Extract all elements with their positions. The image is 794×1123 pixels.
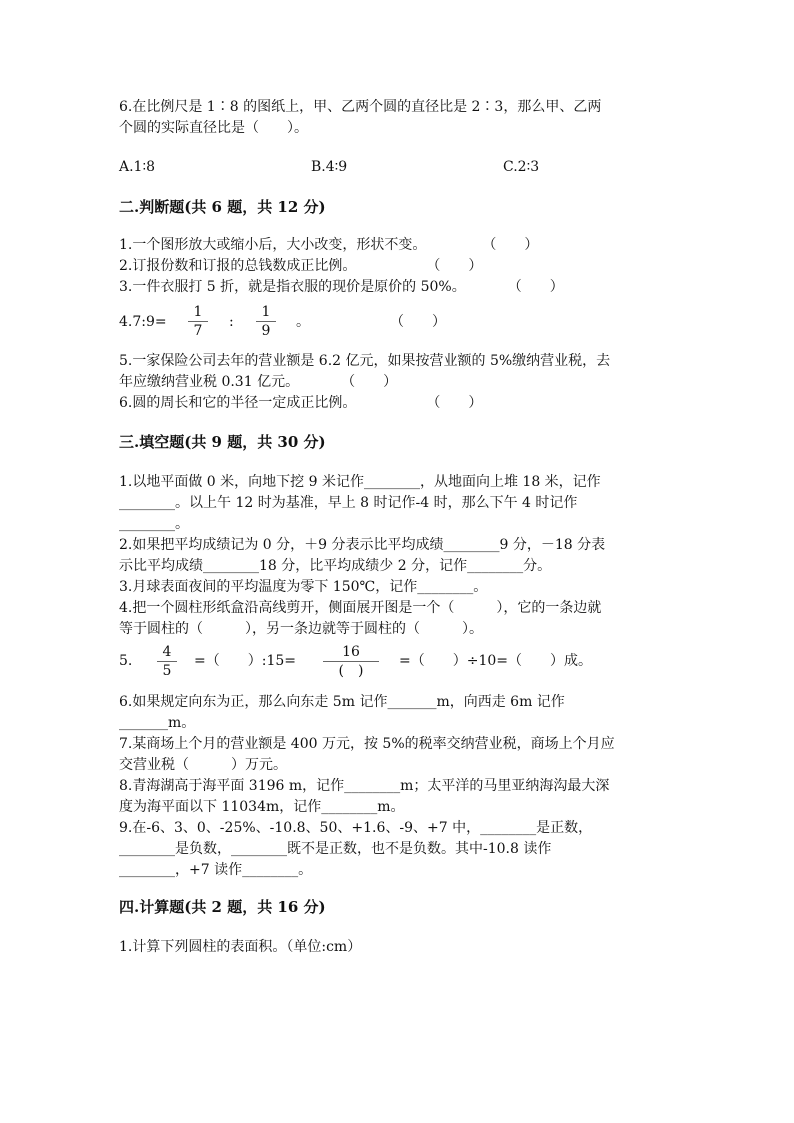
fraction-numerator: 1: [261, 304, 271, 320]
s3-q9-line2: ________是负数，________既不是正数，也不是负数。其中-10.8 读作: [119, 841, 552, 857]
s3-q6-line2: _______m。: [119, 715, 196, 731]
s2-q5-line2: 年应缴纳营业税 0.31 亿元。 （ ）: [119, 374, 398, 390]
s2-q4-prefix: 4.7:9=: [119, 314, 167, 330]
q6-option-b: B.4∶9: [311, 159, 348, 175]
s3-q7-line2: 交营业税（ ）万元。: [119, 757, 287, 773]
section3-title: 三.填空题(共 9 题，共 30 分): [119, 433, 326, 451]
s3-q3: 3.月球表面夜间的平均温度为零下 150℃，记作________。: [119, 579, 488, 595]
q6-line2: 个圆的实际直径比是（ ）。: [119, 120, 308, 136]
s2-q3: 3.一件衣服打 5 折，就是指衣服的现价是原价的 50%。 （ ）: [119, 279, 564, 295]
fraction-denominator: 5: [162, 663, 172, 679]
s3-q1-line1: 1.以地平面做 0 米，向地下挖 9 米记作________，从地面向上堆 18 米，记作: [119, 474, 601, 490]
fraction-bar: [188, 321, 208, 322]
s3-q4-line2: 等于圆柱的（ ），另一条边就等于圆柱的（ ）。: [119, 621, 483, 637]
fraction-numerator: 16: [342, 644, 360, 660]
s2-q4-suffix: 。: [296, 314, 310, 330]
s3-q5-middle: =（ ）:15=: [194, 653, 296, 669]
s2-q1: 1.一个图形放大或缩小后，大小改变，形状不变。 （ ）: [119, 237, 539, 253]
fraction-numerator: 4: [162, 644, 172, 660]
s3-q2-line2: 示比平均成绩________18 分，比平均成绩少 2 分，记作________分。: [119, 558, 552, 574]
s2-q4-paren: （ ）: [390, 314, 446, 330]
s2-q4-colon: :: [229, 314, 234, 330]
s3-q7-line1: 7.某商场上个月的营业额是 400 万元，按 5%的税率交纳营业税，商场上个月应: [119, 736, 615, 752]
fraction-numerator: 1: [193, 304, 203, 320]
s2-q5-line1: 5.一家保险公司去年的营业额是 6.2 亿元，如果按营业额的 5%缴纳营业税，去: [119, 353, 611, 369]
s3-q9-line1: 9.在-6、3、0、-25%、-10.8、50、+1.6、-9、+7 中，________是正数，: [119, 820, 593, 836]
s2-q4-fraction-1: [188, 304, 208, 339]
s3-q5-fraction-2: [323, 644, 379, 679]
fraction-bar: [157, 661, 177, 662]
s3-q8-line2: 度为海平面以下 11034m，记作________m。: [119, 799, 405, 815]
s3-q6-line1: 6.如果规定向东为正，那么向东走 5m 记作_______m，向西走 6m 记作: [119, 694, 565, 710]
s3-q9-line3: ________，+7 读作________。: [119, 862, 313, 878]
fraction-denominator: 7: [193, 323, 203, 339]
q6-line1: 6.在比例尺是 1∶8 的图纸上，甲、乙两个圆的直径比是 2∶3，那么甲、乙两: [119, 99, 602, 115]
s2-q4-fraction-2: [256, 304, 276, 339]
s3-q5-suffix: =（ ）÷10=（ ）成。: [399, 653, 593, 669]
s3-q8-line1: 8.青海湖高于海平面 3196 m，记作________m；太平洋的马里亚纳海沟最大深: [119, 778, 610, 794]
q6-option-c: C.2∶3: [503, 159, 540, 175]
s2-q6: 6.圆的周长和它的半径一定成正比例。 （ ）: [119, 395, 483, 411]
q6-option-a: A.1∶8: [119, 159, 156, 175]
s3-q2-line1: 2.如果把平均成绩记为 0 分，＋9 分表示比平均成绩________9 分，－18 分表: [119, 537, 606, 553]
section2-title: 二.判断题(共 6 题，共 12 分): [119, 198, 326, 216]
s3-q4-line1: 4.把一个圆柱形纸盒沿高线剪开，侧面展开图是一个（ ），它的一条边就: [119, 600, 602, 616]
fraction-bar: [256, 321, 276, 322]
fraction-denominator: 9: [261, 323, 271, 339]
s2-q2: 2.订报份数和订报的总钱数成正比例。 （ ）: [119, 258, 483, 274]
s3-q1-line3: ________。: [119, 516, 189, 532]
fraction-denominator: ( ): [338, 663, 364, 679]
s3-q5-prefix: 5.: [119, 653, 133, 669]
s3-q1-line2: ________。以上午 12 时为基准，早上 8 时记作-4 时，那么下午 4 时记作: [119, 495, 578, 511]
fraction-bar: [323, 661, 379, 662]
s3-q5-fraction-1: [157, 644, 177, 679]
s4-q1: 1.计算下列圆柱的表面积。（单位:cm）: [119, 939, 362, 955]
section4-title: 四.计算题(共 2 题，共 16 分): [119, 898, 326, 916]
